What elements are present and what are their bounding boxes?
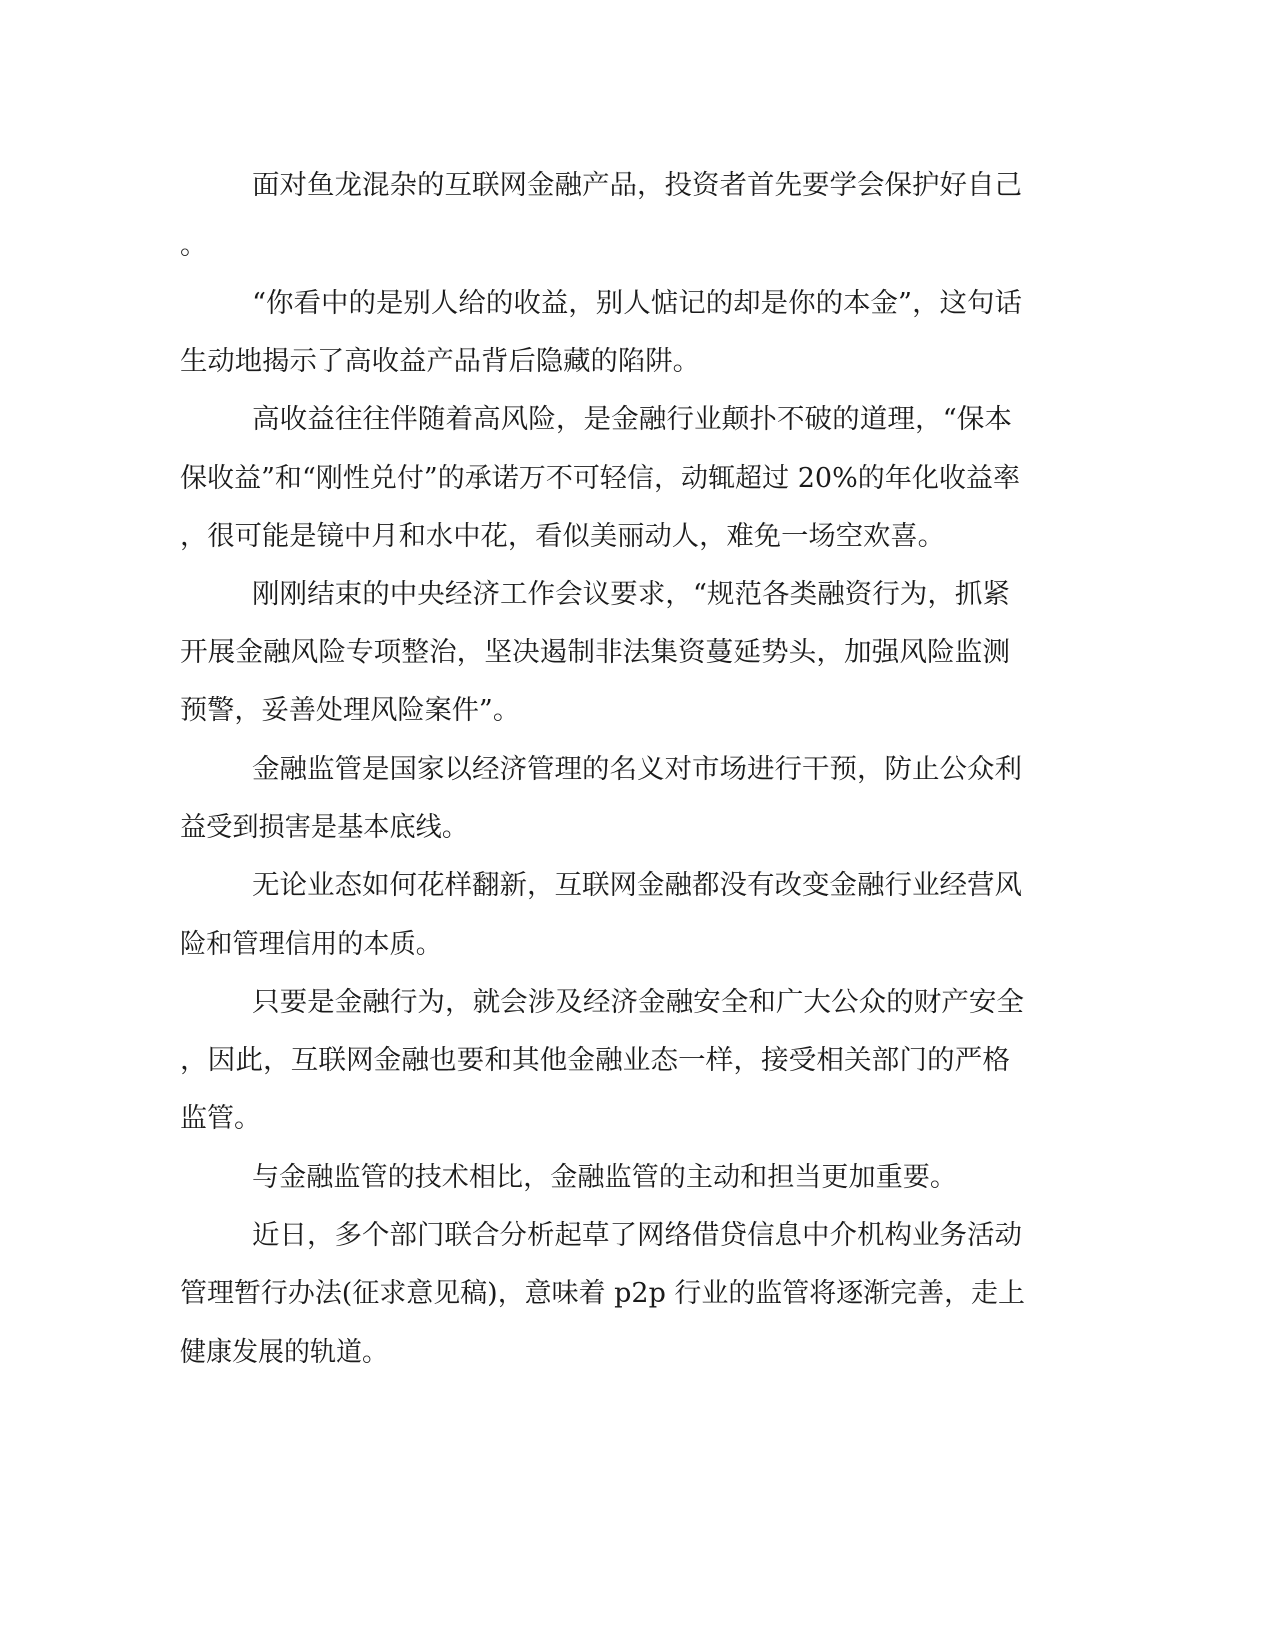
paragraph-8-line-1 <box>252 1162 957 1194</box>
text-line: “你看中的是别人给的收益，别人惦记的却是你的本金”，这句话 <box>252 288 1022 319</box>
paragraph-1-line-2 <box>180 230 207 262</box>
paragraph-7-line-2 <box>180 1045 1010 1077</box>
text-line: 预警，妥善处理风险案件”。 <box>180 695 520 726</box>
paragraph-4-line-1 <box>252 579 1010 611</box>
text-line: 生动地揭示了高收益产品背后隐藏的陷阱。 <box>180 346 700 377</box>
text-line: 无论业态如何花样翻新，互联网金融都没有改变金融行业经营风 <box>252 870 1023 901</box>
paragraph-2-line-1 <box>252 288 1022 320</box>
paragraph-3-line-1 <box>252 404 1012 436</box>
text-line: 开展金融风险专项整治，坚决遏制非法集资蔓延势头，加强风险监测 <box>180 637 1010 668</box>
text-line: 刚刚结束的中央经济工作会议要求，“规范各类融资行为，抓紧 <box>252 579 1010 610</box>
text-line: 监管。 <box>180 1103 261 1134</box>
text-line: 管理暂行办法(征求意见稿)，意味着 p2p 行业的监管将逐渐完善，走上 <box>180 1278 1025 1309</box>
paragraph-5-line-2 <box>180 812 477 844</box>
paragraph-7-line-3 <box>180 1103 261 1135</box>
paragraph-4-line-3 <box>180 695 518 727</box>
text-line: ，因此，互联网金融也要和其他金融业态一样，接受相关部门的严格 <box>180 1045 1010 1076</box>
paragraph-5-line-1 <box>252 754 1023 786</box>
paragraph-9-line-2 <box>180 1278 1026 1310</box>
paragraph-9-line-3 <box>180 1337 396 1369</box>
text-line: 高收益往往伴随着高风险，是金融行业颠扑不破的道理，“保本 <box>252 404 1012 435</box>
paragraph-3-line-3 <box>180 521 945 553</box>
text-line: 险和管理信用的本质。 <box>180 929 442 960</box>
paragraph-6-line-1 <box>252 870 1023 902</box>
paragraph-4-line-2 <box>180 637 1010 669</box>
paragraph-2-line-2 <box>180 346 700 378</box>
text-line: 益受到损害是基本底线。 <box>180 812 468 843</box>
text-line: 保收益”和“刚性兑付”的承诺万不可轻信，动辄超过 20%的年化收益率 <box>180 463 1020 494</box>
text-line: 金融监管是国家以经济管理的名义对市场进行干预，防止公众利 <box>252 754 1023 785</box>
text-line: 。 <box>180 230 207 261</box>
text-line: 面对鱼龙混杂的互联网金融产品，投资者首先要学会保护好自己 <box>252 170 1023 201</box>
paragraph-3-line-2 <box>180 463 1019 495</box>
text-line: 只要是金融行为，就会涉及经济金融安全和广大公众的财产安全 <box>252 987 1024 1018</box>
paragraph-7-line-1 <box>252 987 1024 1019</box>
text-line: 近日，多个部门联合分析起草了网络借贷信息中介机构业务活动 <box>252 1220 1023 1251</box>
paragraph-6-line-2 <box>180 929 450 961</box>
text-line: 与金融监管的技术相比，金融监管的主动和担当更加重要。 <box>252 1162 957 1193</box>
text-line: 健康发展的轨道。 <box>180 1337 388 1368</box>
paragraph-9-line-1 <box>252 1220 1023 1252</box>
paragraph-1-line-1 <box>252 170 1023 202</box>
text-line: ，很可能是镜中月和水中花，看似美丽动人，难免一场空欢喜。 <box>180 521 945 552</box>
